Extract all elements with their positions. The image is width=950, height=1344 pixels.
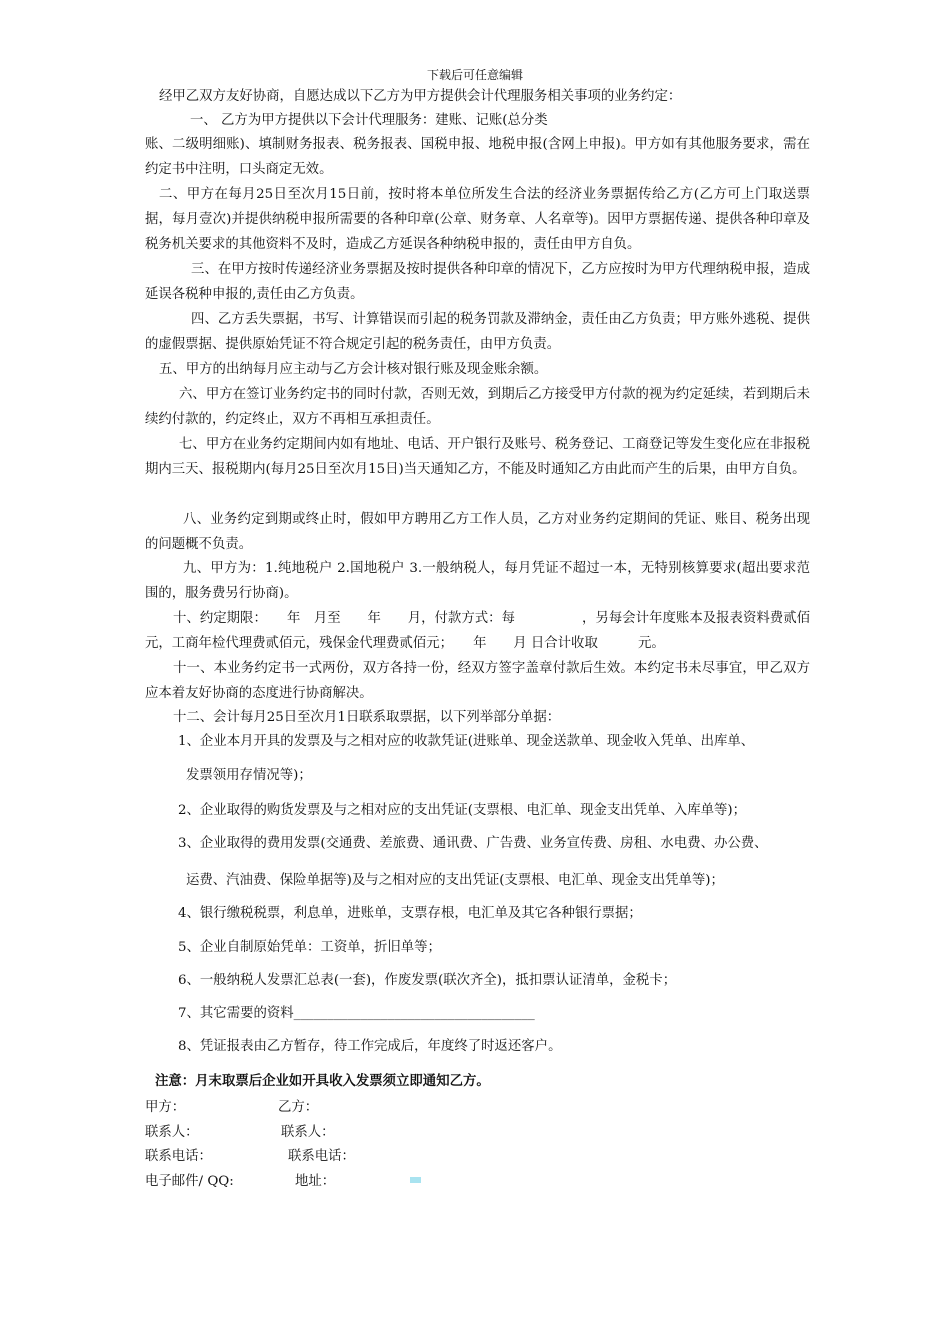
party-a-label: 甲方： (145, 1100, 186, 1115)
highlight-mark (410, 1177, 421, 1183)
clause-11: 十一、本业务约定书一式两份，双方各持一份，经双方签字盖章付款后生效。本约定书未尽事宜，甲乙双方应本着友好协商的态度进行协商解决。 (145, 661, 810, 701)
list-item-3-line-1: 3、企业取得的费用发票(交通费、差旅费、通讯费、广告费、业务宣传费、房租、水电费、办公费、 (178, 836, 768, 851)
party-b-address-label: 地址： (295, 1174, 336, 1189)
clause-3: 三、在甲方按时传递经济业务票据及按时提供各种印章的情况下，乙方应按时为甲方代理纳税申报，造成延误各税种申报的,责任由乙方负责。 (145, 262, 810, 302)
list-item-3-line-2: 运费、汽油费、保险单据等)及与之相对应的支出凭证(支票根、电汇单、现金支出凭单等)； (186, 873, 724, 888)
list-item-5: 5、企业自制原始凭单：工资单，折旧单等； (178, 940, 441, 955)
clause-6: 六、甲方在签订业务约定书的同时付款，否则无效，到期后乙方接受甲方付款的视为约定延续，若到期后未续约付款的，约定终止，双方不再相互承担责任。 (145, 387, 810, 427)
page-header: 下载后可任意编辑 (426, 68, 523, 82)
intro-paragraph: 经甲乙双方友好协商，自愿达成以下乙方为甲方提供会计代理服务相关事项的业务约定： (159, 89, 682, 104)
list-item-1-line-2: 发票领用存情况等)； (186, 768, 312, 783)
clause-5: 五、甲方的出纳每月应主动与乙方会计核对银行账及现金账余额。 (159, 362, 548, 377)
clause-12: 十二、会计每月25日至次月1日联系取票据，以下列举部分单据： (173, 710, 561, 725)
party-a-phone-label: 联系电话： (145, 1149, 212, 1164)
clause-8: 八、业务约定到期或终止时，假如甲方聘用乙方工作人员，乙方对业务约定期间的凭证、账目、税务出现的问题概不负责。 (145, 512, 810, 552)
clause-4: 四、乙方丢失票据，书写、计算错误而引起的税务罚款及滞纳金，责任由乙方负责；甲方账外逃税、提供的虚假票据、提供原始凭证不符合规定引起的税务责任，由甲方负责。 (145, 312, 810, 352)
list-item-4: 4、银行缴税税票，利息单，进账单，支票存根，电汇单及其它各种银行票据； (178, 906, 642, 921)
clause-9: 九、甲方为：1.纯地税户 2.国地税户 3.一般纳税人，每月凭证不超过一本，无特别核算要求(超出要求范围的，服务费另行协商)。 (145, 561, 810, 601)
party-b-contact-label: 联系人： (281, 1125, 335, 1140)
party-a-contact-label: 联系人： (145, 1125, 199, 1140)
party-b-phone-label: 联系电话： (288, 1149, 355, 1164)
list-item-6: 6、一般纳税人发票汇总表(一套)，作废发票(联次齐全)，抵扣票认证清单，金税卡； (178, 973, 677, 988)
list-item-8: 8、凭证报表由乙方暂存，待工作完成后，年度终了时返还客户。 (178, 1039, 562, 1054)
party-a-email-label: 电子邮件/ QQ: (145, 1174, 234, 1189)
clause-1-line-1: 一、 乙方为甲方提供以下会计代理服务：建账、记账(总分类 (190, 113, 548, 128)
party-b-label: 乙方： (278, 1100, 319, 1115)
list-item-2: 2、企业取得的购货发票及与之相对应的支出凭证(支票根、电汇单、现金支出凭单、入库单等)； (178, 803, 746, 818)
clause-10: 十、约定期限： 年 月至 年 月，付款方式：每 ，另每会计年度账本及报表资料费贰佰元，工商年检代理费贰佰元，残保金代理费贰佰元； 年 月 日合计收取 元。 (145, 611, 810, 651)
list-item-1-line-1: 1、企业本月开具的发票及与之相对应的收款凭证(进账单、现金送款单、现金收入凭单、出库单、 (178, 734, 755, 749)
clause-2: 二、甲方在每月25日至次月15日前，按时将本单位所发生合法的经济业务票据传给乙方(乙方可上门取送票据，每月壹次)并提供纳税申报所需要的各种印章(公章、财务章、人名章等)。因甲方票据传递、提供各种印章及税务机关要求的其他资料不及时，造成乙方延误各种纳税申报的，责任由甲方自负。 (145, 187, 810, 252)
notice-text: 注意：月末取票后企业如开具收入发票须立即通知乙方。 (155, 1074, 490, 1089)
clause-1-line-2: 账、二级明细账)、填制财务报表、税务报表、国税申报、地税申报(含网上申报)。甲方如有其他服务要求，需在约定书中注明，口头商定无效。 (145, 137, 810, 177)
list-item-7: 7、其它需要的资料____________________________________ (178, 1006, 535, 1021)
clause-7: 七、甲方在业务约定期间内如有地址、电话、开户银行及账号、税务登记、工商登记等发生变化应在非报税期内三天、报税期内(每月25日至次月15日)当天通知乙方，不能及时通知乙方由此而产生的后果，由甲方自负。 (145, 437, 810, 477)
